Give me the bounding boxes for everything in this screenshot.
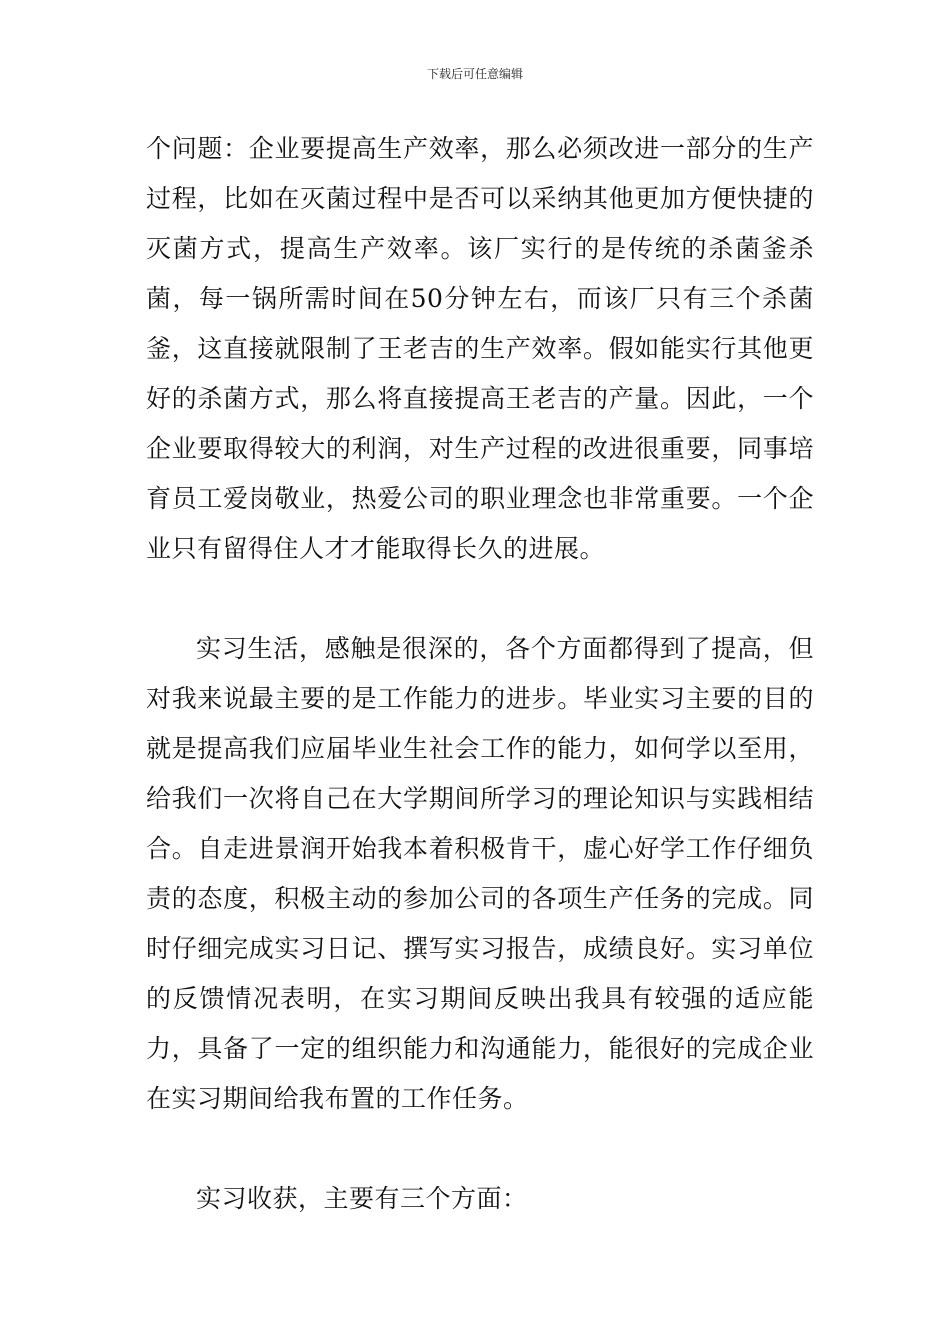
page-header-note: 下载后可任意编辑: [426, 67, 523, 81]
paragraph-continuation: 个问题：企业要提高生产效率，那么必须改进一部分的生产过程，比如在灭菌过程中是否可以采纳其他更加方便快捷的灭菌方式，提高生产效率。该厂实行的是传统的杀菌釜杀菌，每一锅所需时间在50分钟左右，而该厂只有三个杀菌釜，这直接就限制了王老吉的生产效率。假如能实行其他更好的杀菌方式，那么将直接提高王老吉的产量。因此，一个企业要取得较大的利润，对生产过程的改进很重要，同事培育员工爱岗敬业，热爱公司的职业理念也非常重要。一个企业只有留得住人才才能取得长久的进展。: [146, 134, 814, 563]
paragraph-gap: [146, 1124, 814, 1174]
paragraph-internship-gains: 实习收获，主要有三个方面：: [196, 1184, 528, 1213]
paragraph-gap: [146, 574, 814, 624]
paragraph-internship-life: 实习生活，感触是很深的，各个方面都得到了提高，但对我来说最主要的是工作能力的进步。毕业实习主要的目的就是提高我们应届毕业生社会工作的能力，如何学以至用，给我们一次将自己在大学期间所学习的理论知识与实践相结合。自走进景润开始我本着积极肯干，虚心好学工作仔细负责的态度，积极主动的参加公司的各项生产任务的完成。同时仔细完成实习日记、撰写实习报告，成绩良好。实习单位的反馈情况表明，在实习期间反映出我具有较强的适应能力，具备了一定的组织能力和沟通能力，能很好的完成企业在实习期间给我布置的工作任务。: [146, 634, 814, 1113]
document-body: [146, 124, 814, 1224]
